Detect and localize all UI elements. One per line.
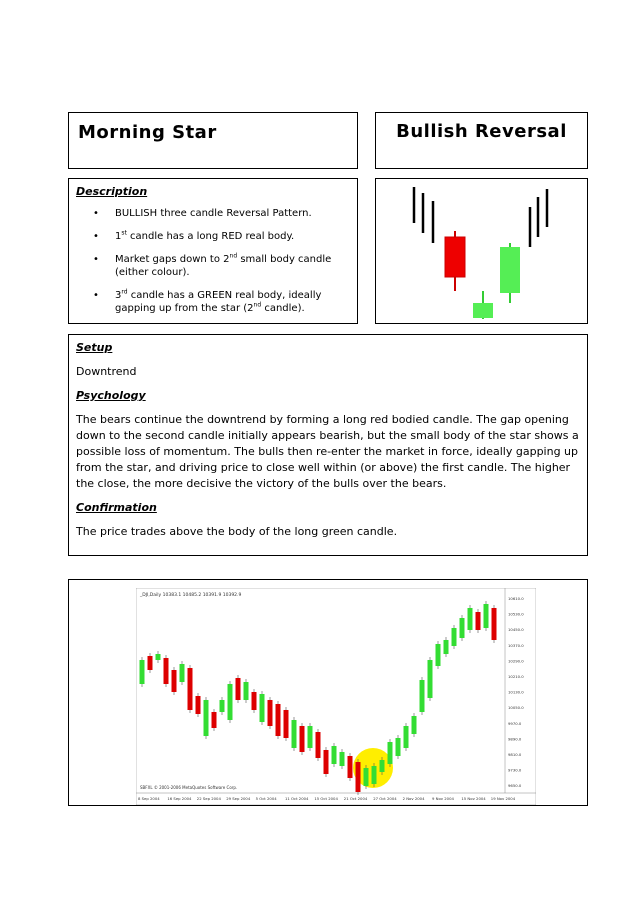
price-tick-label: 9970.0 [508, 720, 522, 726]
price-tick-label: 9810.0 [508, 752, 522, 757]
psychology-text: The bears continue the downtrend by forming a long red bodied candle. The gap opening down to the second candle initially appears bearish, but the small body of the star shows a possible loss of momentum. The bulls then re-enter the market in force, ideally gapping up from the star, and driving price to close well within (or above) the first candle. The higher the close, the more decisive the victory of the bulls over the bears. [76, 413, 579, 490]
star-candle [473, 291, 493, 319]
candle-body [204, 700, 209, 736]
psychology-heading: Psychology [76, 389, 146, 402]
candle-body [220, 700, 225, 712]
candle-body [276, 704, 281, 736]
date-tick-label: 5 Oct 2004 [255, 796, 277, 801]
date-tick-label: 27 Oct 2004 [373, 796, 397, 801]
price-tick-label: 10210.0 [508, 674, 524, 679]
date-tick-label: 11 Oct 2004 [285, 796, 309, 801]
candle-body [388, 742, 393, 764]
setup-heading: Setup [76, 341, 113, 354]
candle-body [140, 660, 145, 684]
candle-body [324, 750, 329, 774]
uptrend-lines [530, 189, 547, 247]
chart-example-box [68, 579, 588, 806]
description-list [89, 207, 344, 325]
candle-body [380, 760, 385, 772]
candle-body [316, 732, 321, 758]
candle-body [436, 644, 441, 666]
candle-body [244, 682, 249, 700]
downtrend-lines [414, 187, 433, 243]
candle-body [332, 746, 337, 764]
description-heading: Description [76, 185, 148, 198]
list-item: • Market gaps down to 2nd small body candle (either colour). [93, 252, 332, 278]
confirmation-text: The price trades above the body of the long green candle. [76, 525, 398, 538]
candle-body [284, 710, 289, 738]
candle-body [340, 752, 345, 766]
candle-body [268, 700, 273, 726]
pattern-illustration-box [375, 178, 588, 324]
date-tick-label: 16 Sep 2004 [167, 796, 192, 801]
candle-body [196, 696, 201, 714]
list-item: • 1st candle has a long RED real body. [93, 229, 295, 242]
candle-body [260, 694, 265, 722]
date-tick-label: 29 Sep 2004 [226, 796, 251, 801]
setup-text: Downtrend [76, 365, 137, 378]
candle-body [364, 768, 369, 786]
candle-body [420, 680, 425, 712]
candle-body [148, 656, 153, 670]
morning-star-illustration [376, 179, 587, 323]
list-item: • 3rd candle has a GREEN real body, ideally gapping up from the star (2nd candle). [93, 288, 322, 314]
candle-body [308, 726, 313, 748]
candle-body [292, 720, 297, 748]
chart-copyright: SBFXL © 2001-2006 MetaQuotes Software Corp. [140, 785, 238, 790]
pattern-type-box [375, 112, 588, 169]
date-tick-label: 9 Nov 2004 [432, 796, 454, 801]
candle-body [188, 668, 193, 710]
price-tick-label: 10610.0 [508, 596, 524, 601]
candle-body [412, 716, 417, 734]
candle-body [452, 628, 457, 646]
date-tick-label: 19 Nov 2004 [490, 796, 516, 801]
description-box [68, 178, 358, 324]
candle-body [164, 658, 169, 684]
candle-body [444, 640, 449, 654]
date-tick-label: 15 Oct 2004 [314, 796, 338, 801]
candle-body [252, 692, 257, 710]
date-tick-label: 22 Sep 2004 [196, 796, 221, 801]
price-tick-label: 10530.0 [508, 611, 524, 617]
price-tick-label: 10130.0 [508, 689, 524, 695]
candle-body [468, 608, 473, 630]
price-tick-label: 10370.0 [508, 642, 524, 648]
date-tick-label: 15 Nov 2004 [461, 796, 486, 801]
price-tick-label: 10290.0 [508, 658, 524, 664]
list-item: • BULLISH three candle Reversal Pattern. [93, 208, 312, 219]
candlestick-chart-image [136, 588, 536, 805]
candle-body [484, 604, 489, 628]
candle-body [180, 664, 185, 682]
pattern-name: Morning Star [78, 122, 217, 143]
price-tick-label: 9650.0 [508, 783, 522, 789]
price-tick-label: 9890.0 [508, 736, 522, 742]
confirmation-heading: Confirmation [76, 501, 157, 514]
candle-body [212, 712, 217, 728]
candle-body [404, 726, 409, 748]
candle-body [172, 670, 177, 692]
candle-body [156, 654, 161, 660]
candle-body [460, 618, 465, 638]
candle-body [396, 738, 401, 756]
green-candle [500, 243, 520, 303]
candle-body [476, 612, 481, 630]
price-tick-label: 9730.0 [508, 767, 522, 773]
red-candle [445, 231, 465, 291]
date-tick-label: 8 Sep 2004 [138, 796, 160, 801]
price-tick-label: 10450.0 [508, 627, 524, 633]
date-tick-label: 2 Nov 2004 [402, 796, 425, 801]
candle-body [428, 660, 433, 698]
candle-body [372, 766, 377, 784]
date-tick-label: 21 Oct 2004 [343, 796, 368, 801]
candle-body [492, 608, 497, 640]
pattern-name-box [68, 112, 358, 169]
candle-body [348, 756, 353, 778]
explanation-box [68, 334, 588, 556]
candle-body [236, 678, 241, 700]
candle-body [356, 762, 361, 792]
pattern-type: Bullish Reversal [396, 121, 567, 142]
candle-body [228, 684, 233, 720]
candle-body [300, 726, 305, 752]
price-tick-label: 10050.0 [508, 705, 524, 711]
chart-header: _DJI,Daily 10383.1 10485.2 10391.9 10392.9 [140, 593, 242, 598]
